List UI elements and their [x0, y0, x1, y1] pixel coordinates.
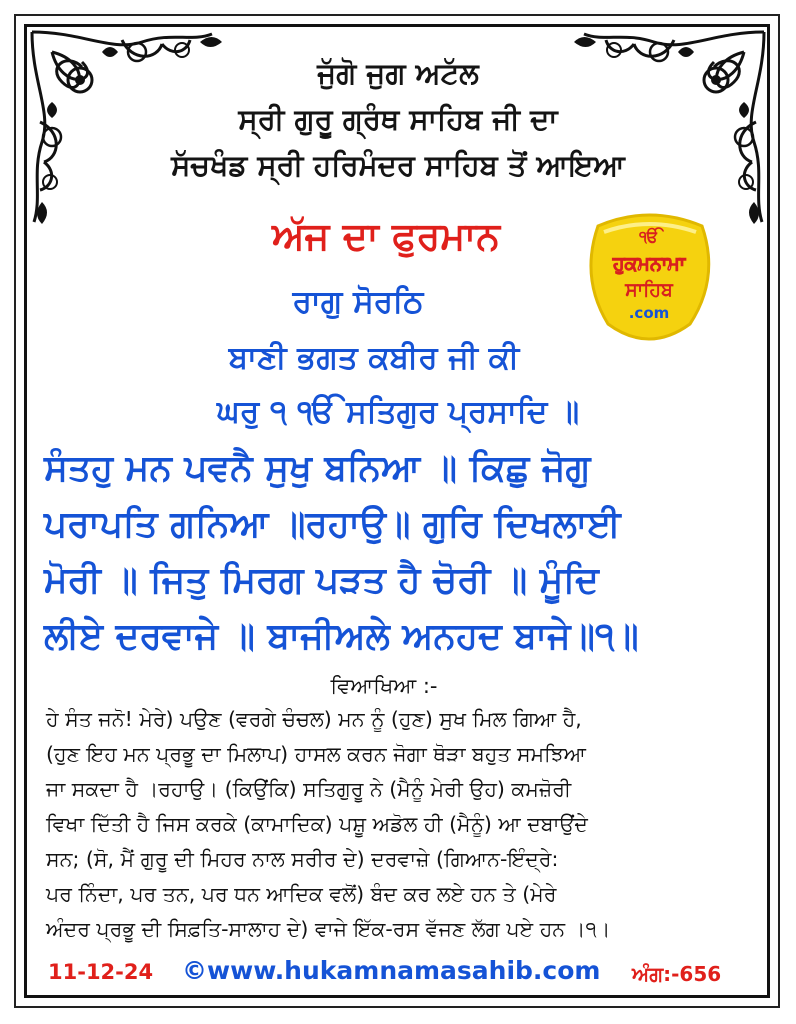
vyakhya-line-6: ਪਰ ਨਿੰਦਾ, ਪਰ ਤਨ, ਪਰ ਧਨ ਆਦਿਕ ਵਲੋਂ) ਬੰਦ ਕਰ ਲਏ ਹਨ ਤੇ (ਮੇਰੇ — [46, 882, 557, 906]
verse-line-1: ਸੰਤਹੁ ਮਨ ਪਵਨੈ ਸੁਖੁ ਬਨਿਆ ॥ ਕਿਛੁ ਜੋਗੁ — [44, 448, 591, 489]
footer-date: 11-12-24 — [48, 960, 154, 984]
logo-line-3: .com — [628, 304, 670, 322]
verse-line-4: ਲੀਏ ਦਰਵਾਜੇ ॥ ਬਾਜੀਅਲੇ ਅਨਹਦ ਬਾਜੇ॥੧॥ — [44, 616, 639, 657]
vyakhya-line-7: ਅੰਦਰ ਪ੍ਰਭੂ ਦੀ ਸਿਫ਼ਤਿ-ਸਾਲਾਹ ਦੇ) ਵਾਜੇ ਇੱਕ-ਰਸ ਵੱਜਣ ਲੱਗ ਪਏ ਹਨ ।੧। — [46, 917, 611, 941]
page-title: ਅੱਜ ਦਾ ਫੁਰਮਾਨ — [272, 214, 500, 258]
vyakhya-line-4: ਵਿਖਾ ਦਿੱਤੀ ਹੈ ਜਿਸ ਕਰਕੇ (ਕਾਮਾਦਿਕ) ਪਸ਼ੂ ਅਡੋਲ ਹੀ (ਮੈਨੂੰ) ਆ ਦਬਾਉਂਦੇ — [46, 812, 588, 836]
logo-symbol: ੴ — [639, 227, 659, 246]
footer-ang: ਅੰਗ:-656 — [632, 962, 722, 986]
logo-line-2: ਸਾਹਿਬ — [625, 279, 673, 301]
verse-line-2: ਪਰਾਪਤਿ ਗਨਿਆ ॥ਰਹਾਉ॥ ਗੁਰਿ ਦਿਖਲਾਈ — [44, 504, 621, 545]
logo-line-1: ਹੁਕਮਨਾਮਾ — [612, 253, 686, 275]
vyakhya-line-2: (ਹੁਣ ਇਹ ਮਨ ਪ੍ਰਭੂ ਦਾ ਮਿਲਾਪ) ਹਾਸਲ ਕਰਨ ਜੋਗਾ ਥੋੜਾ ਬਹੁਤ ਸਮਝਿਆ — [46, 742, 586, 766]
verse-line-3: ਮੋਰੀ ॥ ਜਿਤੁ ਮਿਰਗ ਪੜਤ ਹੈ ਚੋਰੀ ॥ ਮੂੰਦਿ — [44, 560, 599, 601]
footer-website-link[interactable]: ©www.hukamnamasahib.com — [182, 956, 601, 985]
vyakhya-heading: ਵਿਆਖਿਆ :- — [330, 674, 438, 698]
vyakhya-line-3: ਜਾ ਸਕਦਾ ਹੈ ।ਰਹਾਉ। (ਕਿਉਂਕਿ) ਸਤਿਗੁਰੂ ਨੇ (ਮੈਨੂੰ ਮੇਰੀ ਉਹ) ਕਮਜ਼ੋਰੀ — [46, 777, 572, 801]
header-line-2: ਸ੍ਰੀ ਗੁਰੂ ਗ੍ਰੰਥ ਸਾਹਿਬ ਜੀ ਦਾ — [238, 102, 558, 136]
header-line-1: ਜੁੱਗੋ ਜੁਗ ਅਟੱਲ — [317, 56, 479, 90]
bani-heading: ਬਾਣੀ ਭਗਤ ਕਬੀਰ ਜੀ ਕੀ — [228, 340, 520, 376]
vyakhya-line-1: ਹੇ ਸੰਤ ਜਨੋ! ਮੇਰੇ) ਪਉਣ (ਵਰਗੇ ਚੰਚਲ) ਮਨ ਨੂੰ (ਹੁਣ) ਸੁਖ ਮਿਲ ਗਿਆ ਹੈ, — [46, 707, 582, 731]
ghar-line: ਘਰੁ ੧ ੴ ਸਤਿਗੁਰ ਪ੍ਰਸਾਦਿ ॥ — [216, 394, 580, 430]
hukamnama-sahib-logo — [578, 208, 720, 350]
header-line-3: ਸੱਚਖੰਡ ਸ੍ਰੀ ਹਰਿਮੰਦਰ ਸਾਹਿਬ ਤੋਂ ਆਇਆ — [171, 148, 625, 182]
vyakhya-line-5: ਸਨ; (ਸੋ, ਮੈਂ ਗੁਰੂ ਦੀ ਮਿਹਰ ਨਾਲ ਸਰੀਰ ਦੇ) ਦਰਵਾਜ਼ੇ (ਗਿਆਨ-ਇੰਦ੍ਰੇ: — [46, 847, 559, 871]
raag-heading: ਰਾਗੁ ਸੋਰਠਿ — [292, 284, 424, 320]
